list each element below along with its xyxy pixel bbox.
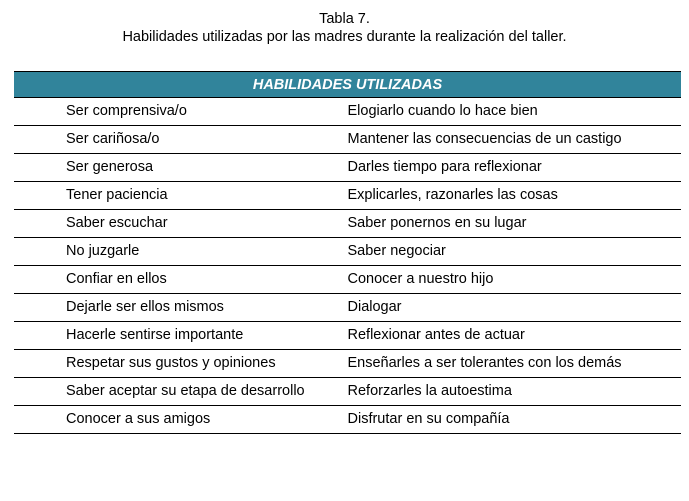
- table-row: [14, 98, 681, 126]
- table-row: [14, 238, 681, 266]
- skills-table: [14, 71, 681, 434]
- table-caption: Habilidades utilizadas por las madres durante la realización del taller.: [122, 29, 567, 45]
- skill-left: Saber aceptar su etapa de desarrollo: [14, 378, 348, 406]
- table-row: [14, 126, 681, 154]
- table-header: HABILIDADES UTILIZADAS: [14, 72, 681, 98]
- table-row: [14, 406, 681, 434]
- table-header-row: [14, 72, 681, 98]
- skill-right: Darles tiempo para reflexionar: [348, 154, 682, 182]
- skill-left: Ser comprensiva/o: [14, 98, 348, 126]
- table-row: [14, 154, 681, 182]
- skill-right: Reforzarles la autoestima: [348, 378, 682, 406]
- table-row: [14, 350, 681, 378]
- table-number: Tabla 7.: [319, 11, 370, 27]
- skill-right: Elogiarlo cuando lo hace bien: [348, 98, 682, 126]
- skill-left: Confiar en ellos: [14, 266, 348, 294]
- skill-right: Enseñarles a ser tolerantes con los demás: [348, 350, 682, 378]
- skill-right: Dialogar: [348, 294, 682, 322]
- skill-left: Respetar sus gustos y opiniones: [14, 350, 348, 378]
- skill-left: Ser cariñosa/o: [14, 126, 348, 154]
- skill-right: Explicarles, razonarles las cosas: [348, 182, 682, 210]
- skill-right: Disfrutar en su compañía: [348, 406, 682, 434]
- table-row: [14, 182, 681, 210]
- table-row: [14, 322, 681, 350]
- skill-left: Saber escuchar: [14, 210, 348, 238]
- skill-right: Saber ponernos en su lugar: [348, 210, 682, 238]
- skill-left: Hacerle sentirse importante: [14, 322, 348, 350]
- skill-right: Mantener las consecuencias de un castigo: [348, 126, 682, 154]
- skill-left: No juzgarle: [14, 238, 348, 266]
- table-row: [14, 266, 681, 294]
- skill-left: Tener paciencia: [14, 182, 348, 210]
- skill-left: Dejarle ser ellos mismos: [14, 294, 348, 322]
- skill-right: Saber negociar: [348, 238, 682, 266]
- skill-right: Conocer a nuestro hijo: [348, 266, 682, 294]
- table-row: [14, 210, 681, 238]
- skill-right: Reflexionar antes de actuar: [348, 322, 682, 350]
- table-row: [14, 294, 681, 322]
- skill-left: Ser generosa: [14, 154, 348, 182]
- skill-left: Conocer a sus amigos: [14, 406, 348, 434]
- table-row: [14, 378, 681, 406]
